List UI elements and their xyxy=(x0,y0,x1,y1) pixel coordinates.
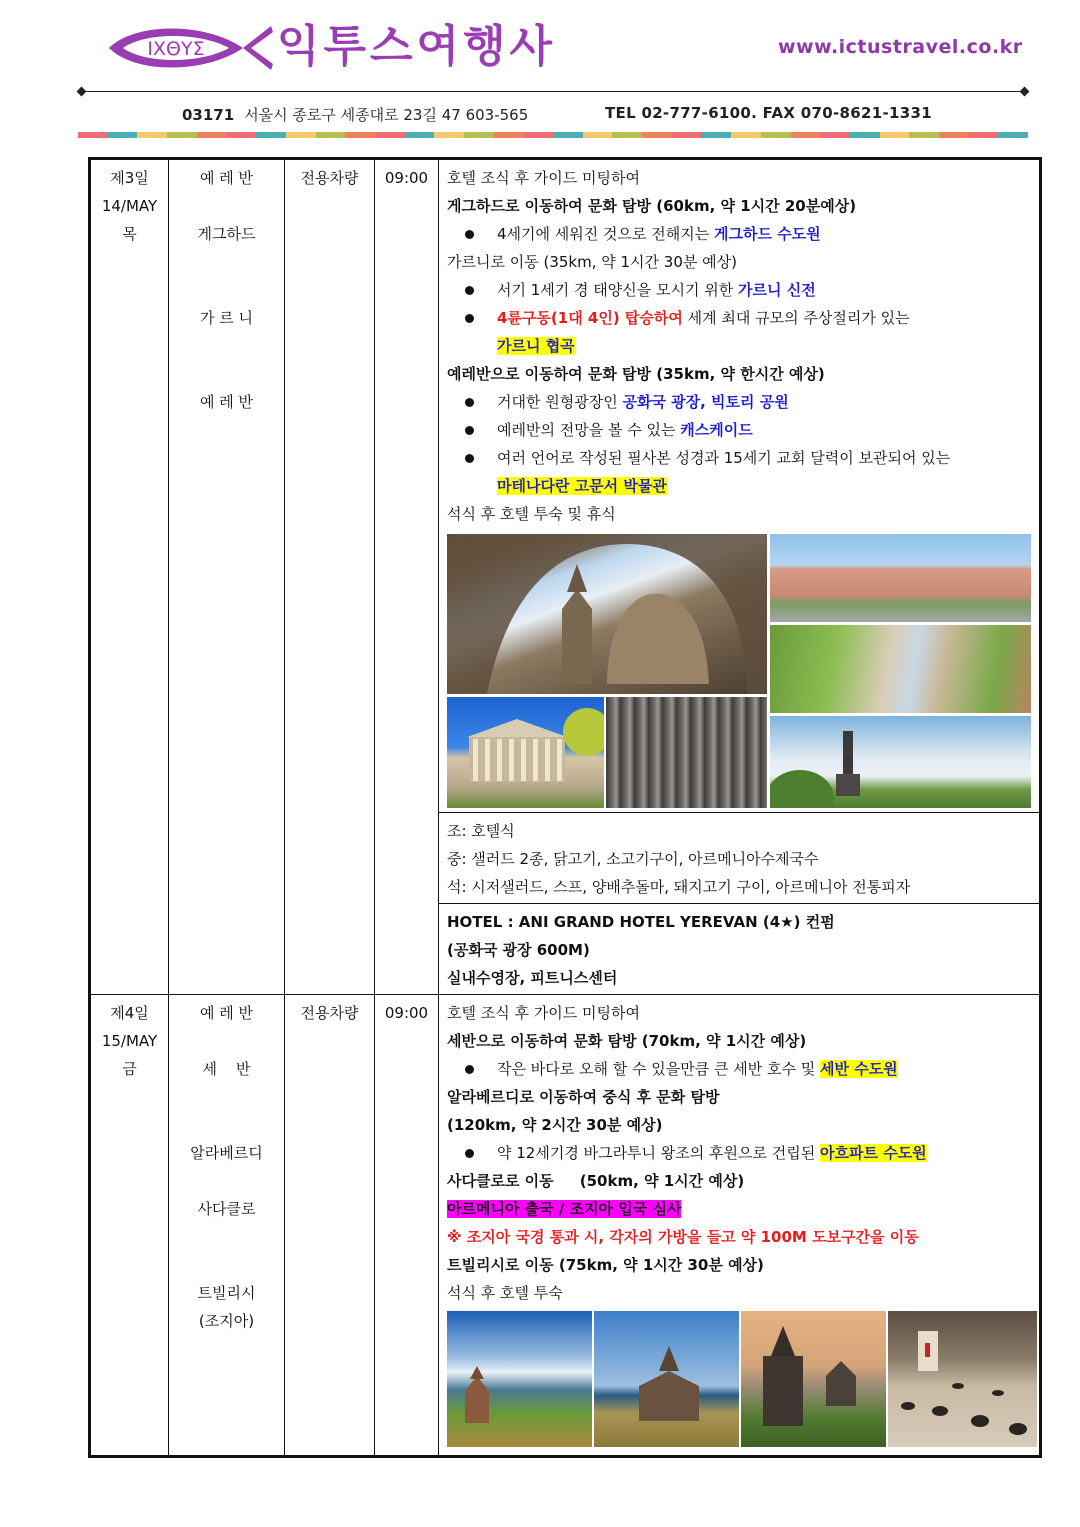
itinerary-heading: 트빌리시로 이동 (75km, 약 1시간 30분 예상) xyxy=(447,1256,764,1274)
stripe-segment xyxy=(850,132,880,138)
hotel-name: HOTEL : ANI GRAND HOTEL YEREVAN (4★) 컨펌 xyxy=(447,913,835,931)
company-logo xyxy=(105,18,595,78)
stripe-segment xyxy=(464,132,494,138)
day-number: 제3일 xyxy=(110,169,149,187)
street-address: 서울시 종로구 세종대로 23길 47 603-565 xyxy=(244,106,529,124)
bullet-item: 약 12세기경 바그라투니 왕조의 후원으로 건립된 아흐파트 수도원 xyxy=(447,1139,1031,1167)
photo-garni-gorge xyxy=(606,697,767,808)
highlight-site: 게그하드 수도원 xyxy=(714,225,821,243)
departure-time: 09:00 xyxy=(384,1004,429,1022)
stripe-segment xyxy=(761,132,791,138)
day-date: 14/MAY xyxy=(101,197,158,215)
stripe-segment xyxy=(286,132,316,138)
transport-cell xyxy=(285,995,375,1457)
place-name: 게그하드 xyxy=(197,225,256,243)
places-cell xyxy=(169,159,285,995)
bullet-continuation xyxy=(447,332,1031,360)
place-country: (조지아) xyxy=(198,1312,255,1330)
itinerary-heading: 사다클로로 이동 (50km, 약 1시간 예상) xyxy=(447,1172,745,1190)
stripe-segment xyxy=(731,132,761,138)
stripe-segment xyxy=(791,132,821,138)
stripe-segment xyxy=(672,132,702,138)
transport-cell xyxy=(285,159,375,995)
stripe-segment xyxy=(345,132,375,138)
itinerary-line: 석식 후 호텔 투숙 및 휴식 xyxy=(447,505,616,523)
photo-sevanavank xyxy=(594,1311,739,1447)
stripe-segment xyxy=(494,132,524,138)
meal-breakfast: 조: 호텔식 xyxy=(447,822,515,840)
stripe-segment xyxy=(939,132,969,138)
day-cell xyxy=(90,159,169,995)
bullet-icon xyxy=(465,454,474,463)
rule-end-right xyxy=(1020,87,1030,97)
departure-time: 09:00 xyxy=(384,169,429,187)
bullet-icon xyxy=(465,286,474,295)
place-name: 예 레 반 xyxy=(199,169,253,187)
photo-collage xyxy=(447,534,1031,808)
itinerary-line: 석식 후 호텔 투숙 xyxy=(447,1284,563,1302)
stripe-segment xyxy=(701,132,731,138)
bullet-item: 예레반의 전망을 볼 수 있는 캐스케이드 xyxy=(447,416,1031,444)
border-crossing-line xyxy=(447,1195,1031,1223)
bullet-item: 4륜구동(1대 4인) 탑승하여 세계 최대 규모의 주상절리가 있는 xyxy=(447,304,1031,332)
statue-icon xyxy=(770,716,1031,808)
time-cell xyxy=(375,995,439,1457)
stripe-segment xyxy=(108,132,138,138)
place-name: 트빌리시 xyxy=(197,1284,256,1302)
stripe-segment xyxy=(583,132,613,138)
stripe-segment xyxy=(256,132,286,138)
transport-type: 전용차량 xyxy=(300,169,359,187)
hotel-cell xyxy=(439,904,1041,995)
place-name: 가 르 니 xyxy=(199,309,253,327)
stripe-segment xyxy=(137,132,167,138)
jar-icon xyxy=(888,1311,1037,1447)
highlight-site: 공화국 광장, 빅토리 공원 xyxy=(622,393,789,411)
stripe-segment xyxy=(969,132,999,138)
meals-cell xyxy=(439,813,1041,904)
stripe-segment xyxy=(167,132,197,138)
color-stripe xyxy=(78,132,1028,138)
itinerary-line: 호텔 조식 후 가이드 미팅하여 xyxy=(447,169,640,187)
place-name: 세 반 xyxy=(202,1060,251,1078)
monastery-icon xyxy=(594,1311,739,1447)
photo-strip xyxy=(447,1311,1037,1447)
stripe-segment xyxy=(820,132,850,138)
day-weekday: 목 xyxy=(122,225,137,243)
photo-geghard xyxy=(447,534,767,694)
photo-sevan-lake xyxy=(447,1311,592,1447)
postal-code: 03171 xyxy=(182,106,235,124)
website-link[interactable]: www.ictustravel.co.kr xyxy=(778,36,1023,58)
hotel-facilities: 실내수영장, 피트니스센터 xyxy=(447,969,618,987)
stripe-segment xyxy=(909,132,939,138)
red-notice: 4륜구동(1대 4인) 탑승하여 xyxy=(497,309,683,327)
day-weekday: 금 xyxy=(122,1060,137,1078)
bullet-continuation xyxy=(447,472,1031,500)
stripe-segment xyxy=(78,132,108,138)
meal-lunch: 중: 샐러드 2종, 닭고기, 소고기구이, 아르메니아수제국수 xyxy=(447,850,819,868)
stripe-segment xyxy=(998,132,1028,138)
monastery-icon xyxy=(741,1311,886,1447)
day-date: 15/MAY xyxy=(101,1032,158,1050)
itinerary-cell xyxy=(439,995,1041,1457)
bullet-icon xyxy=(465,426,474,435)
svg-text:IXΘYΣ: IXΘYΣ xyxy=(147,38,205,60)
highlight-site: 마테나다란 고문서 박물관 xyxy=(497,477,667,495)
bullet-icon xyxy=(465,314,474,323)
bullet-item: 서기 1세기 경 태양신을 모시기 위한 가르니 신전 xyxy=(447,276,1031,304)
stripe-segment xyxy=(523,132,553,138)
highlight-site: 가르니 신전 xyxy=(738,281,816,299)
itinerary-line: 호텔 조식 후 가이드 미팅하여 xyxy=(447,1004,640,1022)
bullet-item: 여러 언어로 작성된 필사본 성경과 15세기 교회 달력이 보관되어 있는 xyxy=(447,444,1031,472)
stripe-segment xyxy=(553,132,583,138)
stripe-segment xyxy=(405,132,435,138)
highlight-site: 아흐파트 수도원 xyxy=(820,1144,927,1162)
itinerary-table xyxy=(88,157,1042,1458)
stripe-segment xyxy=(316,132,346,138)
day-cell xyxy=(90,995,169,1457)
stripe-segment xyxy=(197,132,227,138)
itinerary-heading: 알라베르디로 이동하여 중식 후 문화 탐방 xyxy=(447,1088,720,1106)
stripe-segment xyxy=(880,132,910,138)
letterhead xyxy=(0,0,1080,145)
itinerary-heading: 예레반으로 이동하여 문화 탐방 (35km, 약 한시간 예상) xyxy=(447,365,825,383)
contact-numbers: TEL 02-777-6100. FAX 070-8621-1331 xyxy=(605,104,932,122)
photo-cascade xyxy=(770,625,1031,713)
day-row-3 xyxy=(90,159,1041,813)
bullet-icon xyxy=(465,1065,474,1074)
stripe-segment xyxy=(375,132,405,138)
place-name: 예 레 반 xyxy=(199,393,253,411)
places-cell xyxy=(169,995,285,1457)
itinerary-cell xyxy=(439,159,1041,813)
transport-type: 전용차량 xyxy=(300,1004,359,1022)
warning-notice: ※ 조지아 국경 통과 시, 각자의 가방을 들고 약 100M 도보구간을 이동 xyxy=(447,1228,919,1246)
church-icon xyxy=(447,534,767,694)
place-name: 사다클로 xyxy=(197,1200,256,1218)
bullet-icon xyxy=(465,1149,474,1158)
photo-monastery-interior xyxy=(888,1311,1037,1447)
border-crossing-notice: 아르메니아 출국 / 조지아 입국 심사 xyxy=(447,1200,682,1218)
monastery-icon xyxy=(447,1311,592,1447)
stripe-segment xyxy=(642,132,672,138)
brand-name: 익투스여행사 xyxy=(277,21,557,72)
bullet-item: 작은 바다로 오해 할 수 있을만큼 큰 세반 호수 및 세반 수도원 xyxy=(447,1055,1031,1083)
itinerary-line: 가르니로 이동 (35km, 약 1시간 30분 예상) xyxy=(447,253,737,271)
bullet-icon xyxy=(465,398,474,407)
place-name: 알라베르디 xyxy=(190,1144,263,1162)
stripe-segment xyxy=(434,132,464,138)
header-divider xyxy=(82,91,1026,92)
day-row-4 xyxy=(90,995,1041,1457)
itinerary-heading: 세반으로 이동하여 문화 탐방 (70km, 약 1시간 예상) xyxy=(447,1032,807,1050)
temple-icon xyxy=(447,697,604,808)
ichthys-fish-icon xyxy=(105,22,275,74)
photo-garni-temple xyxy=(447,697,604,808)
itinerary-heading: (120km, 약 2시간 30분 예상) xyxy=(447,1116,663,1134)
bullet-icon xyxy=(465,230,474,239)
highlight-site: 세반 수도원 xyxy=(820,1060,898,1078)
stripe-segment xyxy=(612,132,642,138)
time-cell xyxy=(375,159,439,995)
hotel-location: (공화국 광장 600M) xyxy=(447,941,590,959)
bullet-item: 4세기에 세워진 것으로 전해지는 게그하드 수도원 xyxy=(447,220,1031,248)
itinerary-heading: 게그하드로 이동하여 문화 탐방 (60km, 약 1시간 20분예상) xyxy=(447,197,857,215)
meal-dinner: 석: 시저샐러드, 스프, 양배추돌마, 돼지고기 구이, 아르메니아 전통피자 xyxy=(447,878,911,896)
day-number: 제4일 xyxy=(110,1004,149,1022)
photo-republic-square xyxy=(770,534,1031,622)
photo-haghpat xyxy=(741,1311,886,1447)
photo-mother-armenia xyxy=(770,716,1031,808)
stripe-segment xyxy=(226,132,256,138)
highlight-site: 캐스케이드 xyxy=(680,421,753,439)
company-address xyxy=(182,104,528,125)
bullet-item: 거대한 원형광장인 공화국 광장, 빅토리 공원 xyxy=(447,388,1031,416)
place-name: 예 레 반 xyxy=(199,1004,253,1022)
highlight-site: 가르니 협곡 xyxy=(497,337,575,355)
